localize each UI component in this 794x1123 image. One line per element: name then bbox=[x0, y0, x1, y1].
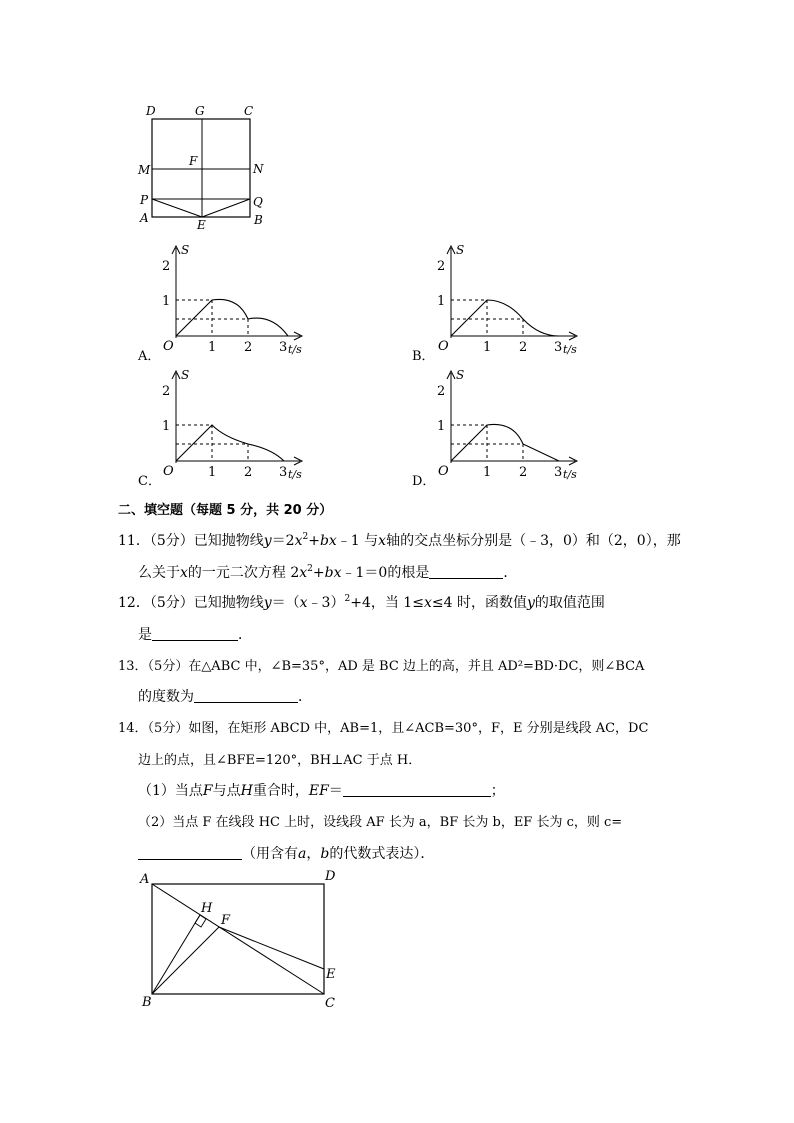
ytick-1: 1 bbox=[162, 294, 171, 309]
q14-line2: 边上的点，且∠BFE=120°，BH⊥AC 于点 H． bbox=[138, 753, 422, 768]
option-a-label[interactable]: A． bbox=[138, 349, 161, 364]
label-C: C bbox=[325, 996, 335, 1011]
label-M: M bbox=[138, 163, 151, 177]
axis-label-t: t/s bbox=[563, 468, 577, 481]
q12-line1: 12．（5分）已知抛物线y＝（x﹣3）$^2$+4，当 1≤x≤4 时，函数值y的取值范围 bbox=[118, 594, 605, 611]
graph-option-c bbox=[160, 365, 310, 485]
label-D: D bbox=[146, 104, 156, 118]
ytick-2: 2 bbox=[437, 259, 446, 274]
axis-label-s: S bbox=[181, 243, 190, 257]
figure-line-ac bbox=[152, 884, 324, 994]
xtick-1: 1 bbox=[483, 340, 492, 355]
axis-label-t: t/s bbox=[563, 343, 577, 356]
origin: O bbox=[163, 464, 174, 479]
label-E: E bbox=[197, 218, 206, 232]
section-title: 二、填空题（每题 5 分，共 20 分） bbox=[118, 503, 333, 518]
label-P: P bbox=[140, 193, 149, 207]
xtick-2: 2 bbox=[244, 340, 253, 355]
xtick-1: 1 bbox=[483, 465, 492, 480]
guide-half bbox=[176, 444, 248, 461]
ytick-2: 2 bbox=[437, 384, 446, 399]
guide-half bbox=[451, 444, 523, 461]
label-N: N bbox=[253, 162, 264, 176]
curve bbox=[176, 425, 284, 461]
guide-half bbox=[176, 319, 248, 336]
xtick-2: 2 bbox=[519, 340, 528, 355]
axis-label-s: S bbox=[456, 368, 465, 382]
xtick-3: 3 bbox=[554, 340, 563, 355]
label-B: B bbox=[142, 995, 152, 1010]
ytick-1: 1 bbox=[437, 419, 446, 434]
curve bbox=[176, 299, 288, 336]
label-H: H bbox=[201, 901, 213, 916]
origin: O bbox=[438, 464, 449, 479]
axis-label-s: S bbox=[456, 243, 465, 257]
q13-answer-blank[interactable] bbox=[194, 688, 298, 703]
label-C: C bbox=[244, 104, 254, 118]
option-c-label[interactable]: C． bbox=[138, 474, 161, 489]
q12-answer-blank[interactable] bbox=[152, 626, 238, 641]
q14-line1: 14．（5分）如图，在矩形 ABCD 中，AB=1，且∠ACB=30°，F，E 分别是线段 AC，DC bbox=[118, 721, 649, 736]
figure-line-bh bbox=[152, 915, 200, 994]
option-d-label[interactable]: D． bbox=[412, 474, 436, 489]
axis-label-t: t/s bbox=[288, 343, 302, 356]
q11-line2: 么关于x的一元二次方程 $2x^2+bx﹣1=0$的根是 ． bbox=[138, 564, 518, 581]
figure-rect-outline bbox=[152, 119, 250, 217]
figure-rectangle-abcd bbox=[135, 100, 270, 235]
xtick-3: 3 bbox=[279, 465, 288, 480]
q12-line2: 是 ． bbox=[138, 627, 252, 643]
curve bbox=[451, 424, 559, 461]
ytick-2: 2 bbox=[162, 384, 171, 399]
q14-sub1: （1）当点F与点H重合时，EF＝ ； bbox=[138, 783, 505, 799]
xtick-2: 2 bbox=[244, 465, 253, 480]
xtick-1: 1 bbox=[208, 465, 217, 480]
graph-option-a bbox=[160, 240, 310, 360]
xtick-3: 3 bbox=[554, 465, 563, 480]
axis-label-s: S bbox=[181, 368, 190, 382]
label-G: G bbox=[195, 104, 205, 118]
q13-line2: 的度数为 ． bbox=[138, 689, 312, 705]
figure-line-bf bbox=[152, 927, 219, 994]
graph-option-b bbox=[435, 240, 585, 360]
xtick-1: 1 bbox=[208, 340, 217, 355]
label-Q: Q bbox=[253, 195, 263, 209]
axis-label-t: t/s bbox=[288, 468, 302, 481]
q14-sub1-answer-blank[interactable] bbox=[343, 782, 491, 797]
label-D: D bbox=[325, 869, 336, 884]
q11-line1: 11．（5分）已知抛物线$y=2x^2+bx﹣1$ 与x轴的交点坐标分别是（﹣3，0）和（2，0），那 bbox=[118, 532, 681, 549]
xtick-3: 3 bbox=[279, 340, 288, 355]
label-A: A bbox=[140, 211, 149, 225]
ytick-1: 1 bbox=[162, 419, 171, 434]
q13-line1: 13．（5分）在△ABC 中，∠B=35°，AD 是 BC 边上的高，并且 AD²=BD·DC，则∠BCA bbox=[118, 659, 645, 674]
ytick-2: 2 bbox=[162, 259, 171, 274]
graph-option-d bbox=[435, 365, 585, 485]
xtick-2: 2 bbox=[519, 465, 528, 480]
q11-answer-blank[interactable] bbox=[429, 564, 503, 579]
guide-half bbox=[451, 319, 523, 336]
curve bbox=[451, 300, 559, 336]
label-B: B bbox=[254, 213, 263, 227]
q14-sub2-line2: （用含有a，b的代数式表达）． bbox=[138, 843, 434, 863]
q14-sub2: （2）当点 F 在线段 HC 上时，设线段 AF 长为 a，BF 长为 b，EF 长为 c，则 c= bbox=[138, 815, 623, 830]
ytick-1: 1 bbox=[437, 294, 446, 309]
option-b-label[interactable]: B． bbox=[412, 349, 435, 364]
figure-rectangle-q14 bbox=[135, 862, 345, 1012]
figure-line-pe bbox=[152, 199, 202, 217]
label-E: E bbox=[326, 967, 336, 982]
figure-line-qe bbox=[202, 199, 250, 217]
label-F: F bbox=[221, 913, 231, 928]
origin: O bbox=[438, 339, 449, 354]
label-F: F bbox=[189, 154, 198, 168]
q14-sub2-answer-blank[interactable] bbox=[138, 845, 242, 860]
label-A: A bbox=[140, 872, 150, 887]
origin: O bbox=[163, 339, 174, 354]
figure-line-fe bbox=[219, 927, 324, 969]
